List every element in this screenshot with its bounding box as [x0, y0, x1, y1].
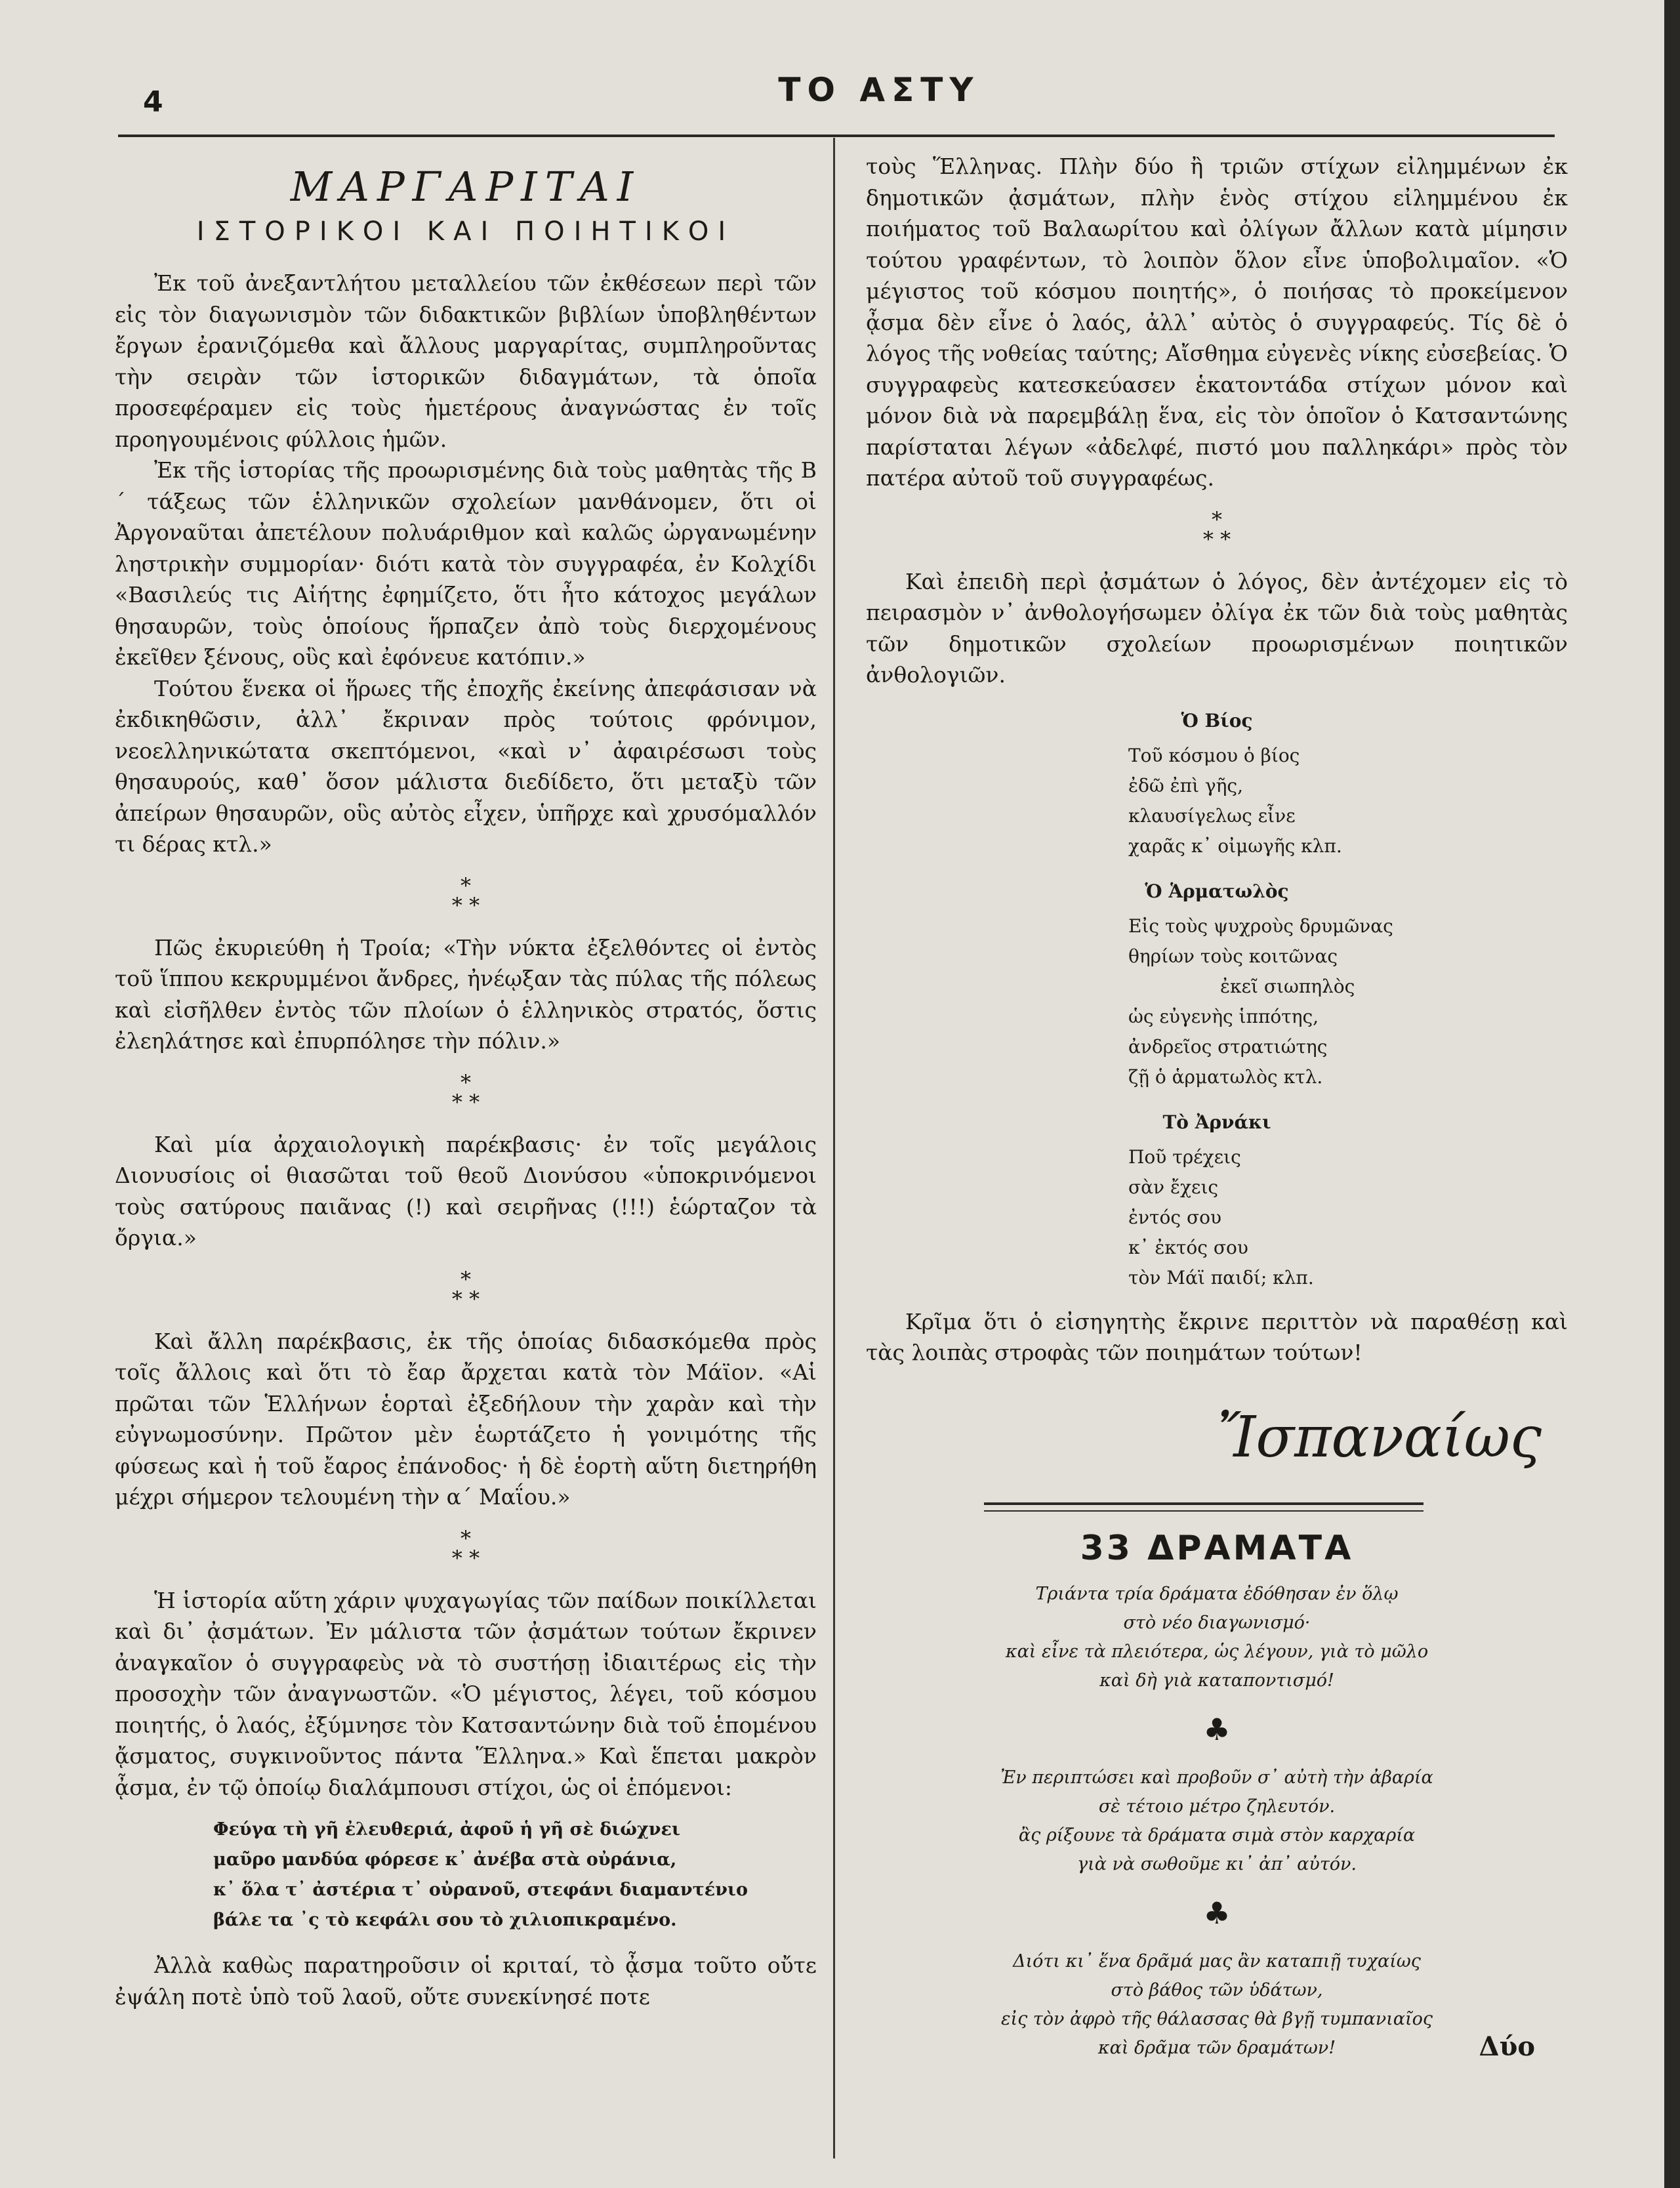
paragraph: Καὶ ἐπειδὴ περὶ ᾀσμάτων ὁ λόγος, δὲν ἀντέχομεν εἰς τὸ πειρασμὸν ν᾽ ἀνθολογήσωμεν ὀλίγα ἐκ τῶν διὰ τοὺς μαθητὰς τῶν δημοτικῶν σχολείων προωρισμένων ποιητικῶν ἀνθολογιῶν. [866, 568, 1568, 688]
stanza-line: στὸ νέο διαγωνισμό· [1123, 1612, 1311, 1633]
poem-line: ἐντός σου [1128, 1206, 1221, 1228]
poem-line: κ᾽ ἐκτός σου [1128, 1236, 1248, 1258]
poem-line: κλαυσίγελως εἶνε [1128, 804, 1296, 827]
paragraph: Ἐκ τοῦ ἀνεξαντλήτου μεταλλείου τῶν ἐκθέσεων περὶ τῶν εἰς τὸν διαγωνισμὸν τῶν διδακτικῶν βιβλίων ὑποβληθέντων ἔργων ἐρανιζόμεθα καὶ ἄλλους μαργαρίτας, συμπληροῦντας τὴν σειρὰν τῶν ἱστορικῶν διδαγμάτων, τὰ ὁποῖα προσεφέραμεν εἰς τοὺς ἡμετέρους ἀναγνώστας ἐν τοῖς προηγουμένοις φύλλοις ἡμῶν. [115, 270, 817, 452]
paragraph: Ἐκ τῆς ἱστορίας τῆς προωρισμένης διὰ τοὺς μαθητὰς τῆς Β´ τάξεως τῶν ἑλληνικῶν σχολείων μανθάνομεν, ὅτι οἱ Ἀργοναῦται ἀπετέλουν πολυάριθμον καὶ καλῶς ὠργανωμένην ληστρικὴν συμμορίαν· διότι κατὰ τὸν συγγραφέα, ἐν Κολχίδι «Βασιλεύς τις Αἰήτης ἐφημίζετο, ὅτι ἦτο κάτοχος μεγάλων θησαυρῶν, τοὺς ὁποίους ἥρπαζεν ἀπὸ τοὺς διερχομένους ἐκεῖθεν ξένους, οὓς καὶ ἐφόνευε κατόπιν.» [115, 457, 817, 670]
paragraph: τοὺς Ἕλληνας. Πλὴν δύο ἢ τριῶν στίχων εἰλημμένων ἐκ δημοτικῶν ᾀσμάτων, πλὴν ἑνὸς στίχου εἰλημμένου ἐκ ποιήματος τοῦ Βαλαωρίτου καὶ ὀλίγων ἄλλων κατὰ μίμησιν τούτου γραφέντων, τὸ λοιπὸν ὅλον εἶνε ὑποβολιμαῖον. «Ὁ μέγιστος τοῦ κόσμου ποιητής», ὁ ποιήσας τὸ προκείμενον ᾆσμα δὲν εἶνε ὁ λαός, ἀλλ᾽ αὐτὸς ὁ συγγραφεύς. Τίς δὲ ὁ λόγος τῆς νοθείας ταύτης; Αἴσθημα εὐγενὲς νίκης εὐσεβείας. Ὁ συγγραφεὺς κατεσκεύασεν ἑκατοντάδα στίχων μόνον καὶ μόνον διὰ νὰ παρεμβάλῃ ἕνα, εἰς τὸν ὁποῖον ὁ Κατσαντώνης παρίσταται λέγων «ἀδελφέ, πιστό μου παλληκάρι» πρὸς τὸν πατέρα αὐτοῦ τοῦ συγγραφέως. [866, 154, 1568, 491]
club-ornament-icon: ♣ [1203, 1711, 1231, 1747]
poem-line: Ποῦ τρέχεις [1128, 1146, 1241, 1168]
paragraph: Ἀλλὰ καθὼς παρατηροῦσιν οἱ κριταί, τὸ ᾆσμα τοῦτο οὔτε ἐψάλη ποτὲ ὑπὸ τοῦ λαοῦ, οὔτε συνεκίνησέ ποτε [115, 1952, 817, 2010]
verse-line: Φεύγα τὴ γῆ ἐλευθεριά, ἀφοῦ ἡ γῆ σὲ διώχνει [213, 1819, 680, 1840]
club-ornament-icon: ♣ [1203, 1895, 1231, 1931]
stanza-line: καὶ εἶνε τὰ πλειότερα, ὡς λέγουν, γιὰ τὸ μῶλο [1005, 1641, 1429, 1662]
paragraph: Ἡ ἱστορία αὕτη χάριν ψυχαγωγίας τῶν παίδων ποικίλλεται καὶ δι᾽ ᾀσμάτων. Ἐν μάλιστα τῶν ᾀσμάτων τούτων ἔκρινεν ἀναγκαῖον ὁ συγγραφεὺς νὰ τὸ συστήσῃ ἰδιαιτέρως εἰς τὴν προσοχὴν τῶν ἀναγνωστῶν. «Ὁ μέγιστος, λέγει, τοῦ κόσμου ποιητής, ὁ λαός, ἐξύμνησε τὸν Κατσαντώνην διὰ τοῦ ἑπομένου ᾄσματος, συγκινοῦντος πάντα Ἕλληνα.» Καὶ ἕπεται μακρὸν ᾆσμα, ἐν τῷ ὁποίῳ διαλάμπουσι στίχοι, ὡς οἱ ἑπόμενοι: [115, 1587, 817, 1800]
paragraph: Καὶ μία ἀρχαιολογικὴ παρέκβασις· ἐν τοῖς μεγάλοις Διονυσίοις οἱ θιασῶται τοῦ θεοῦ Διονύσου «ὑποκρινόμενοι τοὺς σατύρους παιᾶνας (!) καὶ σειρῆνας (!!!) ἑώρταζον τὰ ὄργια.» [115, 1131, 817, 1250]
stanza-line: σὲ τέτοιο μέτρο ζηλευτόν. [1098, 1796, 1336, 1817]
verse-line: βάλε τα ᾽ς τὸ κεφάλι σου τὸ χιλιοπικραμένο. [213, 1910, 677, 1930]
section-asterisms: * * * [451, 1266, 480, 1311]
poem-line: ζῇ ὁ ἁρματωλὸς κτλ. [1128, 1065, 1323, 1088]
paragraph: Καὶ ἄλλη παρέκβασις, ἐκ τῆς ὁποίας διδασκόμεθα πρὸς τοῖς ἄλλοις καὶ ὅτι τὸ ἔαρ ἄρχεται κατὰ τὸν Μάϊον. «Αἱ πρῶται τῶν Ἑλλήνων ἑορταὶ ἐξεδήλουν τὴν χαρὰν καὶ τὴν εὐγνωμοσύνην. Πρῶτον μὲν ἑωρτάζετο ἡ γονιμότης τῆς φύσεως καὶ ἡ τοῦ ἔαρος ἐπάνοδος· ἡ δὲ ἑορτὴ αὕτη διετηρήθη μέχρι σήμερον τελουμένη τὴν α´ Μαΐου.» [115, 1328, 817, 1510]
poem-line: χαρᾶς κ᾽ οἰμωγῆς κλπ. [1128, 835, 1342, 857]
stanza-line: Τριάντα τρία δράματα ἐδόθησαν ἐν ὅλῳ [1035, 1583, 1399, 1604]
stanza-line: Ἐν περιπτώσει καὶ προβοῦν σ᾽ αὐτὴ τὴν ἀβαρία [1000, 1767, 1433, 1788]
stanza-line: γιὰ νὰ σωθοῦμε κι᾽ ἀπ᾽ αὐτόν. [1076, 1853, 1357, 1874]
column-divider [833, 138, 835, 2158]
page-header [118, 71, 1542, 123]
section-title: 33 ΔΡΑΜΑΤΑ [1080, 1528, 1354, 1568]
page-edge-shadow [1664, 0, 1680, 2188]
poem-title: Ὁ Ἁρματωλὸς [1145, 880, 1289, 902]
page-number: 4 [143, 85, 163, 119]
poem-title: Ὁ Βίος [1181, 709, 1253, 732]
paragraph: Τούτου ἕνεκα οἱ ἥρωες τῆς ἐποχῆς ἐκείνης ἀπεφάσισαν νὰ ἐκδικηθῶσιν, ἀλλ᾽ ἔκριναν πρὸς τούτοις φρόνιμον, νεοελληνικώτατα σκεπτόμενοι, «καὶ ν᾽ ἀφαιρέσωσι τοὺς θησαυρούς, καθ᾽ ὅσον μάλιστα διεδίδετο, ὅτι μεταξὺ τῶν ἀπείρων θησαυρῶν, οὓς αὐτὸς εἶχεν, ὑπῆρχε καὶ χρυσόμαλλόν τι δέρας κτλ.» [115, 675, 817, 857]
journal-title: ΤΟ ΑΣΤΥ [778, 71, 980, 109]
stanza-line: καὶ δρᾶμα τῶν δραμάτων! [1097, 2037, 1336, 2058]
author-signature: Ἴσπαναίως [1217, 1404, 1542, 1470]
stanza [866, 1947, 1568, 2063]
catchword: Δύο [1479, 2031, 1535, 2062]
poem [1128, 1142, 1568, 1293]
stanza-block [866, 1947, 1568, 2063]
poem-line: Εἰς τοὺς ψυχροὺς δρυμῶνας [1128, 915, 1393, 937]
poem [1128, 741, 1568, 861]
poem-line: ἀνδρεῖος στρατιώτης [1128, 1035, 1328, 1058]
poem-title: Τὸ Ἀρνάκι [1162, 1111, 1271, 1133]
right-column [866, 151, 1568, 2063]
quoted-verse [213, 1815, 817, 1935]
article-title: ΜΑΡΓΑΡΙΤΑΙ [290, 163, 642, 211]
poem-line: σὰν ἔχεις [1128, 1176, 1219, 1198]
stanza-line: Διότι κι᾽ ἕνα δρᾶμά μας ἂν καταπιῇ τυχαίως [1013, 1951, 1421, 1971]
section-asterisms: * * * [451, 1069, 480, 1115]
poem-line: Τοῦ κόσμου ὁ βίος [1128, 744, 1300, 766]
paragraph: Κρῖμα ὅτι ὁ εἰσηγητὴς ἔκρινε περιττὸν νὰ παραθέσῃ καὶ τὰς λοιπὰς στροφὰς τῶν ποιημάτων τούτων! [866, 1308, 1568, 1365]
poem-line: ἐδῶ ἐπὶ γῆς, [1128, 774, 1244, 796]
article-subtitle: ΙΣΤΟΡΙΚΟΙ ΚΑΙ ΠΟΙΗΤΙΚΟΙ [196, 217, 735, 247]
stanza-line: στὸ βάθος τῶν ὑδάτων, [1111, 1979, 1323, 2000]
poem-line: τὸν Μάϊ παιδί; κλπ. [1128, 1266, 1314, 1289]
poem-line: ἐκεῖ σιωπηλὸς [1220, 975, 1355, 997]
section-asterisms: * * * [451, 1525, 480, 1571]
poem [1128, 911, 1568, 1092]
poem-line: θηρίων τοὺς κοιτῶνας [1128, 945, 1338, 967]
verse-line: κ᾽ ὅλα τ᾽ ἀστέρια τ᾽ οὐρανοῦ, στεφάνι διαμαντένιο [213, 1880, 748, 1900]
paragraph: Πῶς ἐκυριεύθη ἡ Τροία; «Τὴν νύκτα ἐξελθόντες οἱ ἐντὸς τοῦ ἵππου κεκρυμμένοι ἄνδρες, ἠνέῳξαν τὰς πύλας τῆς πόλεως καὶ εἰσῆλθεν ἐντὸς τῶν πλοίων ὁ ἑλληνικὸς στρατός, ὅστις ἐλεηλάτησε καὶ ἐπυρπόλησε τὴν πόλιν.» [115, 934, 817, 1054]
stanza [866, 1764, 1568, 1879]
section-asterisms: * * * [451, 873, 480, 918]
poem-line: ὡς εὐγενὴς ἱππότης, [1128, 1005, 1319, 1027]
stanza-line: καὶ δὴ γιὰ καταποντισμό! [1099, 1670, 1334, 1691]
verse-line: μαῦρο μανδύα φόρεσε κ᾽ ἀνέβα στὰ οὐράνια, [213, 1849, 677, 1870]
header-rule [118, 134, 1555, 137]
stanza-line: ἂς ρίξουνε τὰ δράματα σιμὰ στὸν καρχαρία [1018, 1825, 1416, 1846]
section-asterisms: * * * [1202, 506, 1231, 552]
stanza [866, 1580, 1568, 1695]
section-separator [984, 1502, 1424, 1512]
left-column [115, 151, 817, 2012]
stanza-line: εἰς τὸν ἀφρὸ τῆς θάλασσας θὰ βγῇ τυμπανιαῖος [1001, 2008, 1433, 2029]
